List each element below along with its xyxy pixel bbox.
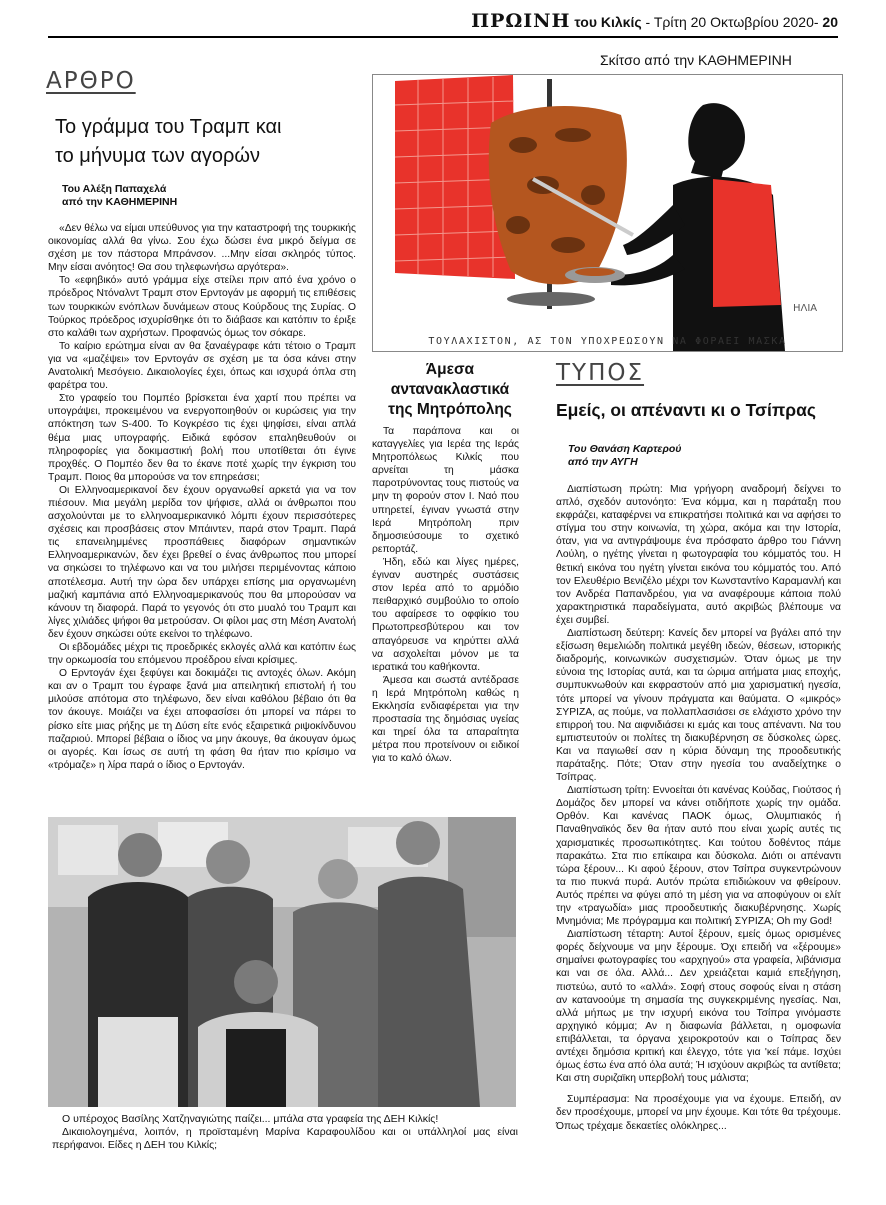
article-title: Εμείς, οι απέναντι κι ο Τσίπρας — [556, 400, 816, 420]
page-number: 20 — [822, 14, 838, 30]
paragraph: Διαπίστωση δεύτερη: Κανείς δεν μπορεί να βγάλει από την εξίσωση θεμελιώδη πολιτικά μεγέθη ιδεών, θέσεων, ιστορικής διαδρομής, κοινωνικών συσχετισμών. Όταν όμως με την εύνοια της Ιστορίας αυτά, και τα ώριμα αιτήματα μιας εποχής, συμπυκνωθούν και εκφραστούν από μια χαρισματική ηγεσία, τότε μπορεί να γίνουν πράγματα και θαύματα. Ο «μικρός» ΣΥΡΙΖΑ, ας πούμε, να πολλαπλασιάσει σε ελάχιστο χρόνο την επιρροή του. Να αιφνιδιάσει κι εμάς και τους απέναντι. Να του εμπιστευτούν οι πολίτες τη διακυβέρνηση σε δύσκολες ώρες. Και να παγιωθεί σαν η κύρια δύναμη της προοδευτικής παράταξης. Πότε; Όταν στην ηγεσία του αναδείχτηκε ο Τσίπρας. — [556, 628, 841, 784]
photo-caption-line: Δικαιολογημένα, λοιπόν, η προϊσταμένη Μαρίνα Καραφουλίδου και οι υπάλληλοί μας είναι περήφανοι. Είδες η ΔΕΗ του Κιλκίς; — [52, 1126, 518, 1151]
photo-caption — [52, 1113, 518, 1152]
section-label-arthro: ΑΡΘΡΟ — [46, 68, 136, 94]
newspaper-name: ΠΡΩΙΝΗ — [471, 10, 571, 32]
article-body — [372, 425, 519, 765]
photo-caption-line: Ο υπέροχος Βασίλης Χατζηναγιώτης παίζει... μπάλα στα γραφεία της ΔΕΗ Κιλκίς! — [62, 1113, 439, 1125]
cartoon — [372, 74, 843, 352]
cartoon-caption: ΤΟΥΛΑΧΙΣΤΟΝ, ΑΣ ΤΟΝ ΥΠΟΧΡΕΩΣΟΥΝ ΝΑ ΦΟΡΑΕΙ ΜΑΣΚΑ — [428, 336, 787, 347]
newspaper-region: του Κιλκίς — [574, 14, 642, 30]
article-title-line: το μήνυμα των αγορών — [55, 145, 260, 167]
sketch-credit: Σκίτσο από την ΚΑΘΗΜΕΡΙΝΗ — [600, 52, 792, 68]
cartoon-signature: ΗΛΙΑ — [793, 303, 818, 314]
section-label-typos: ΤΥΠΟΣ — [556, 360, 645, 386]
byline — [62, 183, 177, 209]
byline — [568, 443, 681, 469]
cartoon-illustration — [373, 75, 842, 351]
paragraph: Διαπίστωση πρώτη: Μια γρήγορη αναδρομή δείχνει το απλό, σχεδόν αυτονόητο: Ένα κόμμα, και η παράταξη που εκφράζει, καταφέρνει να επικρατήσει πολιτικά και να αφήσει το στίγμα του στην κοινωνία, τη χώρα, ακόμα και την Ιστορία, όταν, για να αντιγράψουμε ένα πρόσφατο άρθρο του Γιάννη Λούλη, ο ηγέτης γίνεται η φωτογραφία του κόμματός του. Η θετική εικόνα του ηγέτη γίνεται εικόνα του κόμματός του. Από τον Ελευθέριο Βενιζέλο μέχρι τον Κωνσταντίνο Καραμανλή και τον Ανδρέα Παπανδρέου, για να αναφέρουμε κάποια πολύ χαρακτηριστικά παραδείγματα, αυτό ακριβώς βλέπουμε να έχει συμβεί. — [556, 484, 841, 626]
group-photo — [48, 817, 516, 1107]
article-body — [48, 222, 356, 772]
author-source: από την ΚΑΘΗΜΕΡΙΝΗ — [62, 196, 178, 208]
spit-base — [507, 292, 595, 306]
masthead — [48, 6, 838, 38]
paragraph: Ο Ερντογάν έχει ξεφύγει και δοκιμάζει τις αντοχές όλων. Ακόμη και αν ο Τραμπ του έγραφε ξανά μια απειλητική επιστολή ή του μιλούσε απότομα στο τηλέφωνο, δεν είναι καθόλου βέβαιο ότι θα τον άκουγε. Μοιάζει να έχει αποφασίσει ότι μπορεί να πάρει το ρίσκο είτε μιας ρήξης με τη Δύση είτε ενός εξαιρετικά ριψοκίνδυνου παζαριού. Μπορεί βέβαια ο ίδιος να μην άκουγε, θα άκουγαν όμως οι αγορές. Και ίσως σε αυτή τη φάση θα ήταν πιο κρίσιμο να «τρόμαζε» η λίρα παρά ο ίδιος ο Ερντογάν. — [48, 668, 356, 771]
issue-date: - Τρίτη 20 Οκτωβρίου 2020- — [645, 14, 819, 30]
paragraph: Οι Ελληνοαμερικανοί δεν έχουν οργανωθεί αρκετά για να τον πιέσουν. Μια μεγάλη μερίδα τον ψήφισε, αλλά οι άνθρωποι που ασχολούνται με το ελληνοαμερικανικό λόμπι έχουν περισσότερες σχέσεις και προσβάσεις στον Μπάιντεν, παρά στον Τραμπ. Παρά τις επανειλημμένες προσπάθειες διαφόρων σημαντικών Ελληνοαμερικανών, δεν έχει βρεθεί ο ένας άνθρωπος που μπορεί να σηκώσει το τηλέφωνο και να του μιλήσει περιμένοντας κάποιο αποτέλεσμα. Αυτή την ώρα δεν υπάρχει επίσης μια οργανωμένη μαζική καμπάνια από Ελληνοαμερικανούς που θα μπορούσαν να κάνουν τη διαφορά. Παρά το γεγονός ότι στο μυαλό του Τραμπ και λίγες χιλιάδες ψήφοι θα μετρούσαν. Οι φίλοι μας στη Μέση Ανατολή δεν έχουν σηκώσει ούτε εκείνοι το τηλέφωνο. — [48, 484, 356, 640]
paragraph: Άμεσα και σωστά αντέδρασε η Ιερά Μητρόπολη καθώς η Εκκλησία ενδιαφέρεται για την προστασία της δημόσιας υγείας και τηρεί όλα τα απαραίτητα μέτρα που προτείνουν οι ειδικοί για το καλό όλων. — [372, 674, 519, 765]
cook-shirt — [713, 179, 781, 307]
author-source: από την ΑΥΓΗ — [568, 456, 638, 468]
paragraph: Συμπέρασμα: Να προσέχουμε για να έχουμε. Επειδή, αν δεν προσέχουμε, μπορεί να μην έχουμε. Και τότε θα τρέχουμε. Όπως τρέχαμε δεκαετίες ολόκληρες... — [556, 1094, 841, 1132]
paragraph: Τα παράπονα και οι καταγγελίες για Ιερέα της Ιεράς Μητροπόλεως Κιλκίς που αρνείται τη μάσκα παροτρύνοντας τους πιστούς να μην τη φορούν στον Ι. Ναό που υπηρετεί, έγιναν γνωστά στην Ιερά Μητρόπολη πριν δημοσιεύσουμε το σχετικό ρεπορτάζ. — [372, 426, 519, 555]
article-title-line: Το γράμμα του Τραμπ και — [55, 116, 282, 138]
cook-head — [688, 103, 745, 179]
paragraph: Το καίριο ερώτημα είναι αν θα ξαναέγραφε κάτι τέτοιο ο Τραμπ για να «μαζέψει» τον Ερντογάν σε σχέση με τα όσα κάνει στην Ανατολική Μεσόγειο. Δικαιολογίες έχει, όπως και ισχυρά όπλα στη φαρέτρα του. — [48, 340, 356, 392]
author-name: Του Αλέξη Παπαχελά — [62, 183, 167, 195]
paragraph: Διαπίστωση τέταρτη: Αυτοί ξέρουν, εμείς όμως ορισμένες φορές δείχνουμε να μην ξέρουμε. Όχι επειδή να «ξέρουμε» σημαίνει φωτογραφίες του «αρχηγού» στα γραφεία, λιβάνισμα και ναι σε όλα. Αλλά... Δεν χρειάζεται καμιά επεξήγηση, πιστεύω, αυτό το «αλλά». Σοφή στους σοφούς είναι η στάση αν κατανοούμε τη σημασία της συγκεκριμένης ηγεσίας. Ναι, αλλά μήπως με την ισχυρή εικόνα του Τσίπρα γινόμαστε αρχηγικό κόμμα; Αν η διαφωνία βάλλεται, η ομοφωνία επιβάλλεται, τα όργανα χειροκροτούν και ο Τσίπρας δεν αντέχει δημόσια κριτική και έλεγχο, τότε για 'κεί πάμε. Ισχύει όμως έστω ένα από όλα αυτά; Ή ισχύουν ακριβώς τα αντίθετα; Και στη συριζαϊκη υπερβολή τους μάλιστα; — [556, 929, 841, 1085]
group-photo-image — [48, 817, 516, 1107]
paragraph: «Δεν θέλω να είμαι υπεύθυνος για την καταστροφή της τουρκικής οικονομίας αλλά θα γίνω. Σου έχω δώσει ένα μικρό δείγμα σε σχέση με τον πάστορα Μπράνσον. ...Μην είσαι σκληρός τύπος. Μην είσαι ανόητος! Θα σου τηλεφωνήσω αργότερα». — [48, 223, 356, 274]
paragraph: Το «εφηβικό» αυτό γράμμα είχε στείλει πριν από ένα χρόνο ο πρόεδρος Ντόναλντ Τραμπ στον Ερντογάν με αφορμή τις επιθέσεις των τουρκικών ενόπλων δυνάμεων στους Κούρδους της Συρίας. Ο Τούρκος πρόεδρος ισχυρίσθηκε ότι το διάβασε και κατόπιν το έριξε στο καλάθι των αχρήστων. Προφανώς όμως τον σόκαρε. — [48, 275, 356, 339]
paragraph: Στο γραφείο του Πομπέο βρίσκεται ένα χαρτί που πρέπει να υπογράψει, προκειμένου να ενεργοποιηθούν οι κυρώσεις για την απόκτηση των S-400. Το Κογκρέσο τις έχει ψηφίσει, είναι απλά θέμα μιας υπογραφής. Ειδικά εφόσον επαληθευθούν οι πληροφορίες για δοκιμαστική βολή που υποτίθεται ότι έγινε προχθές. Ο Πομπέο δεν θα το έκανε ποτέ χωρίς την έγκριση του Τραμπ. Ποιος θα μπορούσε να τον επηρεάσει; — [48, 393, 356, 483]
paragraph: Διαπίστωση τρίτη: Εννοείται ότι κανένας Κούδας, Γιούτσος ή Δομάζος δεν μπορεί να κάνει οτιδήποτε χωρίς την ομάδα. Ορθόν. Και κανένας ΠΑΟΚ όμως, Ολυμπιακός ή Παναθηναϊκός δεν θα ήταν αυτό που είναι χωρίς αυτές τις χαρισματικές προσωπικότητες. Και τούτου δοθέντος πάμε παρακάτω. Στα πιο επίκαιρα και δύσκολα. Διότι οι απέναντι τώρα ξέρουν... Κι αφού ξέρουν, στον Τσίπρα συγκεντρώνουν τα πιο πυκνά πυρά. Αυτόν πρώτα επιδιώκουν να φθείρουν. Αυτός πρέπει να φύγει από τη μέση για να αποφύγουν οι ελίτ την «τραγωδία» μιας προοδευτικής διακυβέρνησης. Χωρίς Μνημόνια; Με πρόγραμμα και πολιτική ΣΥΡΙΖΑ; Oh my God! — [556, 785, 841, 928]
article-title — [55, 113, 281, 171]
paragraph: Ήδη, εδώ και λίγες ημέρες, έγιναν αυστηρές συστάσεις στον Ιερέα από το αρμόδιο πειθαρχικό συμβούλιο το οποίο του αφαίρεσε το οφφίκιο του Πρωτοπρεσβύτερου και τον απαγόρευσε να κηρύττει αλλά να ασχολείται μόνον με τα ιερατικά του καθήκοντα. — [372, 556, 519, 673]
article-title: Άμεσα αντανακλαστικά της Μητρόπολης — [388, 361, 512, 418]
paragraph: Οι εβδομάδες μέχρι τις προεδρικές εκλογές αλλά και κατόπιν έως την ορκωμοσία του επόμενου προέδρου είναι κρίσιμες. — [48, 642, 356, 667]
article-body — [556, 483, 841, 1133]
masthead-line — [471, 10, 838, 32]
author-name: Του Θανάση Καρτερού — [568, 443, 682, 455]
